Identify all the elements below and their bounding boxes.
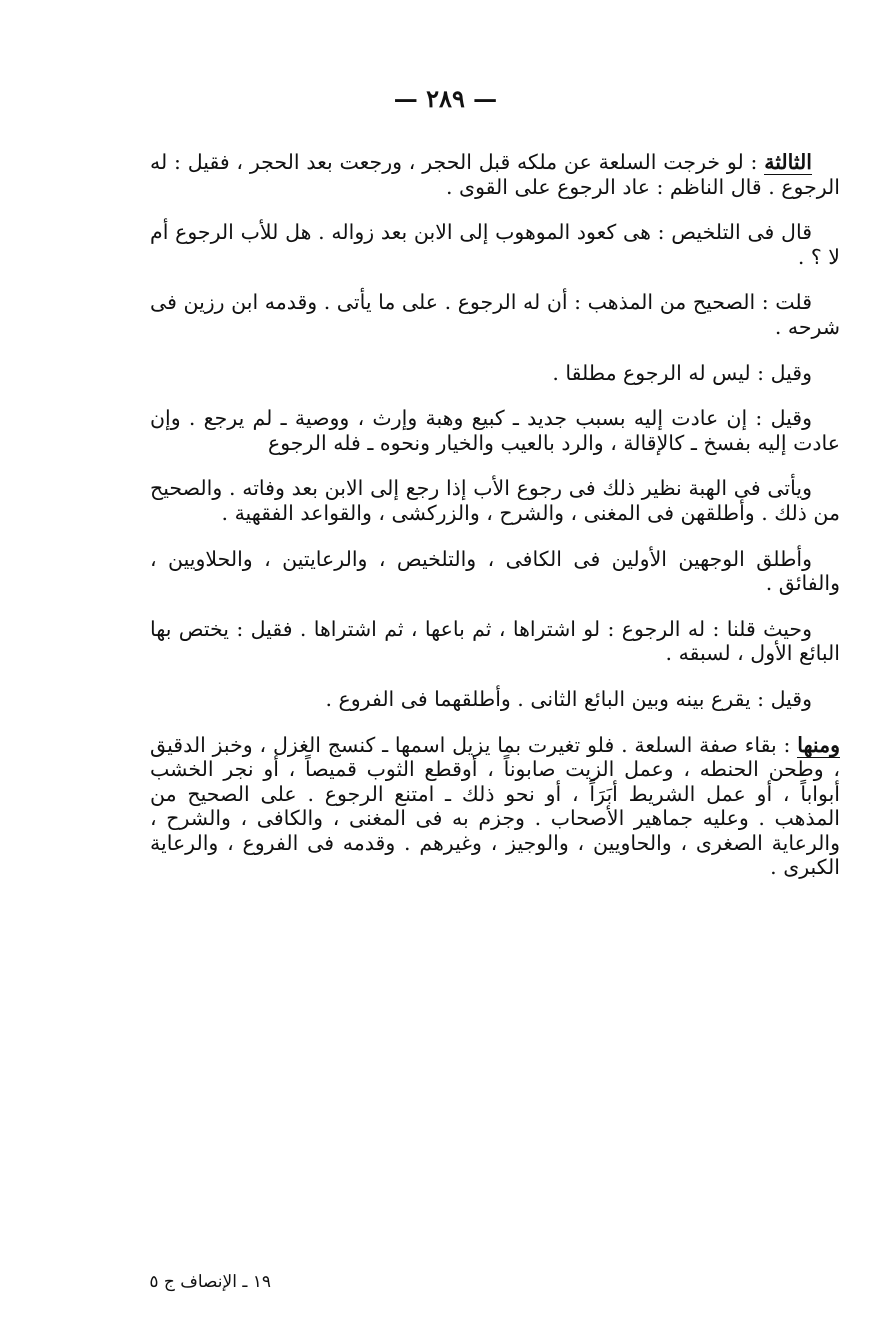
paragraph <box>150 617 840 666</box>
paragraph-text: وقيل : ليس له الرجوع مطلقا . <box>552 360 812 385</box>
paragraph <box>150 547 840 596</box>
page-number: — ٢٨٩ — <box>393 84 498 113</box>
paragraph <box>150 290 840 339</box>
paragraph-text: وأطلق الوجهين الأولين فى الكافى ، والتلخيص ، والرعايتين ، والحلاويين ، والفائق . <box>150 546 840 596</box>
paragraph-text: : لو خرجت السلعة عن ملكه قبل الحجر ، ورجعت بعد الحجر ، فقيل : له الرجوع . قال الناظم : عاد الرجوع على القوى . <box>150 150 840 199</box>
paragraph <box>150 220 840 269</box>
paragraph <box>150 687 840 712</box>
paragraph <box>150 476 840 525</box>
paragraph-text: قال فى التلخيص : هى كعود الموهوب إلى الابن بعد زواله . هل للأب الرجوع أم لا ؟ . <box>150 220 840 269</box>
paragraph <box>150 406 840 455</box>
paragraph <box>150 733 840 881</box>
paragraph-text: قلت : الصحيح من المذهب : أن له الرجوع . على ما يأتى . وقدمه ابن رزين فى شرحه . <box>150 290 840 339</box>
paragraph-text: وقيل : إن عادت إليه بسبب جديد ـ كبيع وهبة وإرث ، ووصية ـ لم يرجع . وإن عادت إليه بفسخ ـ كالإقالة ، والرد بالعيب والخيار ونحوه ـ فله الرجوع <box>150 406 840 455</box>
paragraph <box>150 150 840 199</box>
body-text <box>150 150 840 901</box>
section-lead: الثالثة <box>764 150 812 174</box>
paragraph-text: : بقاء صفة السلعة . فلو تغيرت بما يزيل اسمها ـ كنسج الغزل ، وخبز الدقيق ، وطحن الحنطه ، وعمل الزيت صابوناً ، أوقطع الثوب قميصاً ، أو نجر الخشب أبواباً ، أو عمل الشريط أبَرَاً ، أو نحو ذلك ـ امتنع الرجوع . على الصحيح من المذهب . وعليه جماهير الأصحاب . وجزم به فى المغنى ، والكافى ، والشرح ، والرعاية الصغرى ، والحاويين ، والوجيز ، وغيرهم . وقدمه فى الفروع ، والرعاية الكبرى . <box>150 732 840 880</box>
footer-signature: ١٩ ـ الإنصاف ج ٥ <box>149 1272 271 1292</box>
paragraph-text: وقيل : يقرع بينه وبين البائع الثانى . وأطلقهما فى الفروع . <box>325 686 812 711</box>
paragraph-text: وحيث قلنا : له الرجوع : لو اشتراها ، ثم باعها ، ثم اشتراها . فقيل : يختص بها البائع الأول ، لسبقه . <box>150 616 840 666</box>
paragraph-text: ويأتى فى الهبة نظير ذلك فى رجوع الأب إذا رجع إلى الابن بعد وفاته . والصحيح من ذلك . وأطلقهن فى المغنى ، والشرح ، والزركشى ، والقواعد الفقهية . <box>150 476 840 525</box>
paragraph <box>150 361 840 386</box>
section-lead: ومنها <box>797 732 840 757</box>
